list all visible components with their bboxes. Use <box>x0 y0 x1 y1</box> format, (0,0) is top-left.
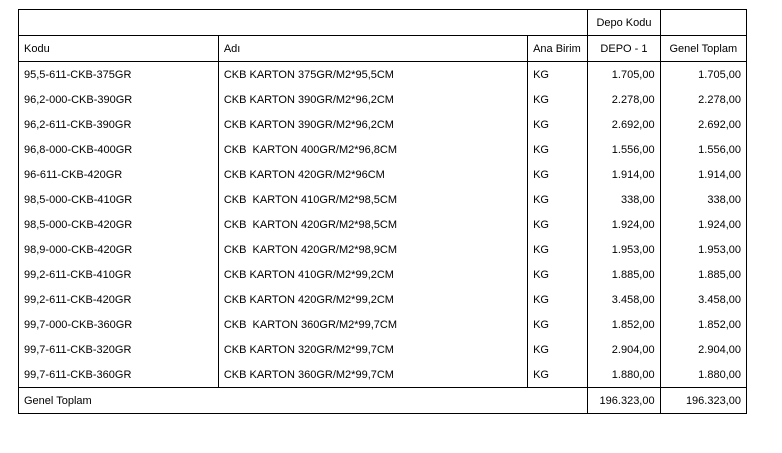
cell-depo1: 338,00 <box>588 187 660 212</box>
col-header-adi: Adı <box>218 36 527 62</box>
cell-depo1: 3.458,00 <box>588 287 660 312</box>
group-header-row <box>19 10 747 36</box>
table-row <box>19 162 747 187</box>
table-row <box>19 87 747 112</box>
cell-adi: CKB KARTON 410GR/M2*99,2CM <box>218 262 527 287</box>
table-row <box>19 212 747 237</box>
cell-adi: CKB KARTON 320GR/M2*99,7CM <box>218 337 527 362</box>
cell-kodu: 99,7-000-CKB-360GR <box>19 312 219 337</box>
col-header-depo1: DEPO - 1 <box>588 36 660 62</box>
table-row <box>19 362 747 388</box>
cell-kodu: 99,2-611-CKB-410GR <box>19 262 219 287</box>
cell-ana-birim: KG <box>528 62 588 88</box>
cell-depo1: 1.885,00 <box>588 262 660 287</box>
cell-ana-birim: KG <box>528 262 588 287</box>
cell-ana-birim: KG <box>528 112 588 137</box>
cell-kodu: 96,2-611-CKB-390GR <box>19 112 219 137</box>
cell-kodu: 96,8-000-CKB-400GR <box>19 137 219 162</box>
cell-adi: CKB KARTON 420GR/M2*99,2CM <box>218 287 527 312</box>
group-header-blank-right <box>660 10 746 36</box>
cell-ana-birim: KG <box>528 87 588 112</box>
cell-genel-toplam: 1.880,00 <box>660 362 746 388</box>
cell-adi: CKB KARTON 420GR/M2*98,5CM <box>218 212 527 237</box>
cell-ana-birim: KG <box>528 362 588 388</box>
table-row <box>19 237 747 262</box>
col-header-genel-toplam: Genel Toplam <box>660 36 746 62</box>
cell-genel-toplam: 2.904,00 <box>660 337 746 362</box>
cell-depo1: 1.914,00 <box>588 162 660 187</box>
cell-adi: CKB KARTON 390GR/M2*96,2CM <box>218 87 527 112</box>
cell-ana-birim: KG <box>528 212 588 237</box>
table-row <box>19 187 747 212</box>
cell-genel-toplam: 1.953,00 <box>660 237 746 262</box>
cell-kodu: 99,7-611-CKB-320GR <box>19 337 219 362</box>
table-row <box>19 312 747 337</box>
cell-kodu: 98,5-000-CKB-420GR <box>19 212 219 237</box>
cell-ana-birim: KG <box>528 312 588 337</box>
cell-ana-birim: KG <box>528 337 588 362</box>
cell-kodu: 99,2-611-CKB-420GR <box>19 287 219 312</box>
col-header-ana-birim: Ana Birim <box>528 36 588 62</box>
table-row <box>19 137 747 162</box>
cell-kodu: 96,2-000-CKB-390GR <box>19 87 219 112</box>
cell-adi: CKB KARTON 360GR/M2*99,7CM <box>218 362 527 388</box>
cell-ana-birim: KG <box>528 237 588 262</box>
cell-depo1: 1.953,00 <box>588 237 660 262</box>
cell-depo1: 1.556,00 <box>588 137 660 162</box>
cell-adi: CKB KARTON 390GR/M2*96,2CM <box>218 112 527 137</box>
cell-kodu: 95,5-611-CKB-375GR <box>19 62 219 88</box>
depo-kodu-header: Depo Kodu <box>588 10 660 36</box>
cell-depo1: 2.692,00 <box>588 112 660 137</box>
cell-kodu: 98,5-000-CKB-410GR <box>19 187 219 212</box>
cell-adi: CKB KARTON 420GR/M2*98,9CM <box>218 237 527 262</box>
cell-genel-toplam: 1.556,00 <box>660 137 746 162</box>
cell-depo1: 1.924,00 <box>588 212 660 237</box>
total-row <box>19 388 747 414</box>
column-header-row <box>19 36 747 62</box>
table-row <box>19 287 747 312</box>
cell-kodu: 99,7-611-CKB-360GR <box>19 362 219 388</box>
cell-genel-toplam: 1.705,00 <box>660 62 746 88</box>
cell-genel-toplam: 1.924,00 <box>660 212 746 237</box>
cell-kodu: 96-611-CKB-420GR <box>19 162 219 187</box>
cell-genel-toplam: 1.885,00 <box>660 262 746 287</box>
cell-genel-toplam: 338,00 <box>660 187 746 212</box>
cell-ana-birim: KG <box>528 187 588 212</box>
cell-adi: CKB KARTON 420GR/M2*96CM <box>218 162 527 187</box>
cell-adi: CKB KARTON 360GR/M2*99,7CM <box>218 312 527 337</box>
cell-adi: CKB KARTON 410GR/M2*98,5CM <box>218 187 527 212</box>
cell-genel-toplam: 1.852,00 <box>660 312 746 337</box>
cell-adi: CKB KARTON 375GR/M2*95,5CM <box>218 62 527 88</box>
cell-kodu: 98,9-000-CKB-420GR <box>19 237 219 262</box>
cell-depo1: 1.880,00 <box>588 362 660 388</box>
cell-genel-toplam: 3.458,00 <box>660 287 746 312</box>
cell-depo1: 1.705,00 <box>588 62 660 88</box>
table-row <box>19 337 747 362</box>
cell-ana-birim: KG <box>528 287 588 312</box>
table-row <box>19 112 747 137</box>
table-row <box>19 262 747 287</box>
cell-ana-birim: KG <box>528 162 588 187</box>
col-header-kodu: Kodu <box>19 36 219 62</box>
cell-adi: CKB KARTON 400GR/M2*96,8CM <box>218 137 527 162</box>
group-header-blank <box>19 10 588 36</box>
cell-depo1: 2.904,00 <box>588 337 660 362</box>
total-genel-toplam: 196.323,00 <box>660 388 746 414</box>
total-depo1: 196.323,00 <box>588 388 660 414</box>
table-row <box>19 62 747 88</box>
stock-report-table <box>18 9 747 414</box>
cell-depo1: 2.278,00 <box>588 87 660 112</box>
cell-genel-toplam: 2.692,00 <box>660 112 746 137</box>
cell-genel-toplam: 1.914,00 <box>660 162 746 187</box>
cell-depo1: 1.852,00 <box>588 312 660 337</box>
total-label: Genel Toplam <box>19 388 588 414</box>
cell-genel-toplam: 2.278,00 <box>660 87 746 112</box>
cell-ana-birim: KG <box>528 137 588 162</box>
